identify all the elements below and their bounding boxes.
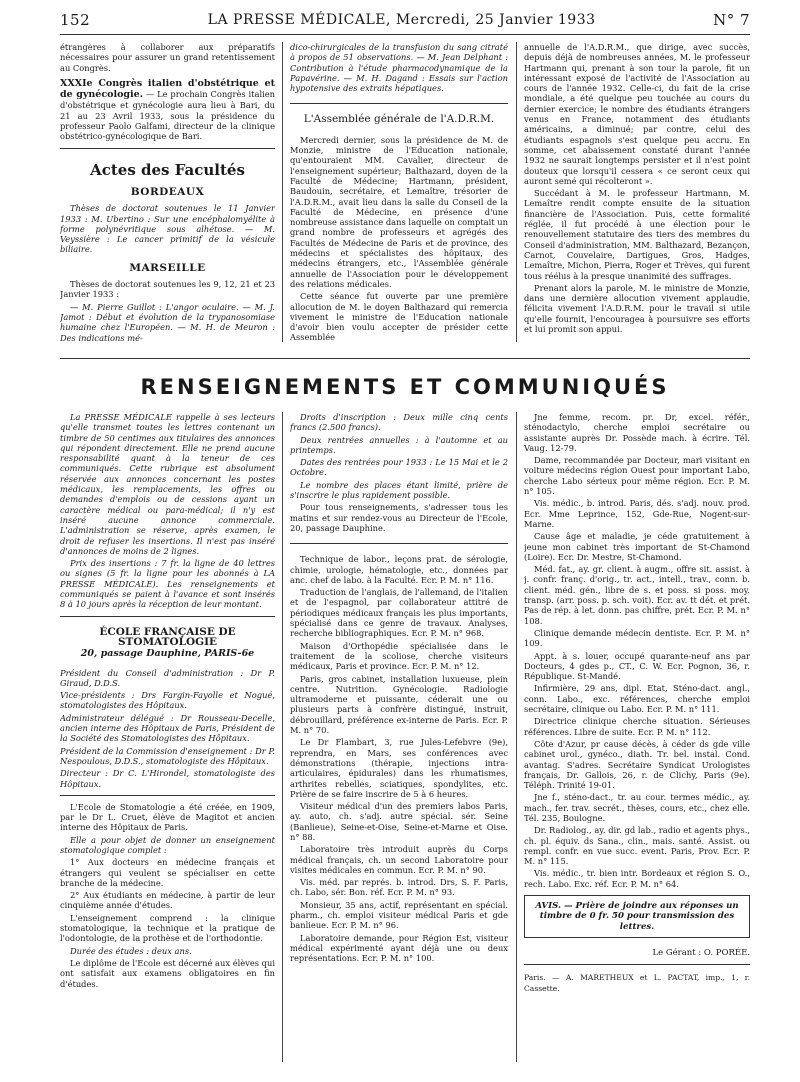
congres-text: — Le prochain Congrès italien d'obstétrique et gynécologie aura lieu à Bari, du 21 au 23 Avril 1933, sous la présidence du professeur Paolo Galfami, directeur de la clinique obstétrico-gynécologique de Bari. [60,89,275,142]
column-divider [282,412,283,1062]
rentrees-text: Deux rentrées annuelles : à l'automne et au printemps. [290,434,508,455]
divider [60,795,275,796]
top-left-column [60,42,275,352]
ad-9: Monsieur, 35 ans, actif, représentant en spécial. pharm., ch. emploi visiteur médical Paris et gde banlieue. Ecr. P. M. n° 96. [290,899,508,931]
ad-14: Cause âge et maladie, je céde gratuitement à jeune mon cabinet très important de St-Chamond (Loire). Ecr. Dr. Mestre, St-Chamond. [524,531,750,562]
ecole-body-4: 2° Aux étudiants en médecine, à partir de leur cinquième année d'études. [60,890,275,911]
divider [60,616,275,617]
droits-text: Droits d'inscription : Deux mille cinq cents francs (2.500 francs). [290,412,508,433]
page-header [60,6,750,35]
rens-intro: La PRESSE MÉDICALE rappelle à ses lecteurs qu'elle transmet toutes les lettres contenant un timbre de 50 centimes aux titulaires des annonces qui répondent directement. Elle ne prend aucune responsabilité quant à la teneur de ces communiqués. Cette rubrique est absolument réservée aux annonces concernant les postes médicaux, les remplacements, les offres ou demandes d'emplois ou de cessions ayant un caractère médical ou para-médical; il n'y est inséré aucune annonce commerciale. L'administration se réserve, après examen, le droit de refuser les insertions. Il n'est pas inséré d'annonces de moins de 2 lignes. [60,412,275,556]
ecole-staff-3: Administrateur délégué : Dr Rousseau-Decelle, ancien interne des Hôpitaux de Paris, Président de la Société des Stomatologistes des Hôpitaux. [60,712,275,744]
issue-number: N° 7 [713,11,750,29]
ad-2: Traduction de l'anglais, de l'allemand, de l'italien et de l'espagnol, par collaborateur attitré de périodiques médicaux français les plus importants, spécialisé dans ce genre de travaux. Analyses, recherche bibliographiques. Ecr. P. M. n° 968. [290,587,508,639]
section-divider [60,358,750,359]
right-paragraph-3: Prenant alors la parole, M. le ministre de Monzie, dans une dernière allocution vivement applaudie, félicita vivement l'A.D.R.M. pour le travail si utile qu'elle fournit, l'encouragea à poursuivre ses efforts et lui promit son appui. [524,282,750,335]
ad-1: Technique de labor., leçons prat. de sérologie, chimie, urologie, hématologie, etc., données par anc. chef de labo. à la Faculté. Ecr. P. M. n° 116. [290,554,508,585]
divider [524,964,750,965]
places-text: Le nombre des places étant limité, prière de s'inscrire le plus rapidement possible. [290,479,508,501]
ecole-body-6: Durée des études : deux ans. [70,945,192,956]
right-paragraph-1: annuelle de l'A.D.R.M., que dirige, avec succès, depuis déjà de nombreuses années, M. le professeur Hartmann qui, prenant à son tour la parole, fit un intéressant exposé de l'activité de l'Association au cours de l'année 1932. Celle-ci, du fait de la crise mondiale, a été quelque peu touchée au cours du dernier exercice; le nombre des étudiants étrangers venus en France, notamment des étudiants américains, a diminué; par contre, celui des étudiants espagnols s'est quelque peu accru. En somme, cet abaissement constaté durant l'année 1932 ne saurait longtemps persister et il n'est point douteux que lorsqu'il cessera « ce seront ceux qui auront semé qui récolteront ». [524,42,750,186]
ad-10: Laboratoire demande, pour Région Est, visiteur médical expérimenté ayant déjà une ou deux représentations. Ecr. P. M. n° 100. [290,932,508,964]
ecole-staff-5: Directeur : Dr C. L'Hirondel, stomatologiste des Hôpitaux. [60,768,275,789]
marseille-heading: MARSEILLE [129,261,206,274]
rens-column-1 [60,412,275,1072]
ad-8: Vis. méd. par représ. b. introd. Drs, S. F. Paris, ch. Labo, sér. Bon. réf. Ecr. P. M. n° 93. [290,877,508,898]
ad-22: Dr. Radiolog., ay. dir. gd lab., radio et agents phys., ch. pl. équiv. ds Sana., clin., mais. santé. Assist. ou rempl. confr. en vue succ. event. Paris, Prov. Ecr. P. M. n° 115. [524,825,750,867]
ad-20: Côte d'Azur, pr cause décès, à céder ds gde ville cabinet urol., gynéco., diath. Tr. bel. instal. Cond. avantag. S'adres. Secrétaire Syndicat Urologistes français, Dr. Gallois, 26, r. de Clichy, Paris (9e). Téléph. Trinité 19-01. [524,738,750,791]
ecole-staff-4: Président de la Commission d'enseignement : Dr P. Nespoulous, D.D.S., stomatologiste des Hôpitaux. [60,745,275,766]
ad-11: Jne femme, recom. pr. Dr, excel. référ., sténodactylo, cherche emploi secrétaire ou assistante auprès Dr. Possède mach. à écrire. Tél. Vaug. 12-79. [524,412,750,453]
ad-4: Paris, gros cabinet, installation luxueuse, plein centre. Nutrition. Gynécologie. Radiologie ultramoderne et puissante, céderait une ou plusieurs parts à confrère distingué, instruit, débrouillard, préférence ex-interne de Paris. Ecr. P. M. n° 70. [290,673,508,736]
ecole-title: ÉCOLE FRANÇAISE DE STOMATOLOGIE [99,625,236,648]
congres-title: XXXIe Congrès italien d'obstétrique et de gynécologie. [60,77,275,101]
page-title: LA PRESSE MÉDICALE, Mercredi, 25 Janvier 1933 [207,12,596,28]
renseign-text: Pour tous renseignements, s'adresser tous les matins et sur rendez-vous au Directeur de l'Ecole, 20, passage Dauphine. [290,502,508,533]
ecole-body-1: L'Ecole de Stomatologie a été créée, en 1909, par le Dr L. Cruet, élève de Magitot et ancien interne des Hôpitaux de Paris. [60,801,275,833]
column-divider [516,412,517,1062]
ad-5: Le Dr Flambart, 3, rue Jules-Lefebvre (9e), reprendra, en Mars, ses conférences avec démonstrations (thérapie, injections intra-articulaires, épidurales) dans les rhumatismes, arthrites rebelles, sciatiques, spondylites, etc. Prière de se faire inscrire de 5 à 6 heures. [290,737,508,799]
ad-6: Visiteur médical d'un des premiers labos Paris, ay. auto, ch. s'adj. autre spécial. sér. Seine (Banlieue), Seine-et-Oise, Seine-et-Marne et Oise. n° 88. [290,801,508,842]
marseille-list: — M. Pierre Guillot : L'angor oculaire. — M. J. Jamot : Début et évolution de la trypanosomiase humaine chez l'Européen. — M. H. de Meuron : Des indications mé- [60,301,275,343]
ad-18: Infirmière, 29 ans, dipl. Etat, Sténo-dact. angl., conn. Labo., exc. références, cherche emploi secrétaire, clinique ou Labo. Ecr. P. M. n° 111. [524,683,750,715]
ad-19: Directrice clinique cherche situation. Sérieuses références. Libre de suite. Ecr. P. M. n° 112. [524,716,750,737]
ad-15: Méd. fat., ay. gr. client. à augm., offre sit. assist. à j. confr. franç. d'orig., tr. act., intell., trav., conn. b. client. méd. gén., libre de s. et poss. si poss. moy. transp. (arr. poss. p. sch. voit). Ecr. av. tt dét. et prét. Pas de rép. à let. donn. pas chiffre, prét. Ecr. P. M. n° 108. [524,564,750,626]
ecole-staff-2: Vice-présidents : Drs Fargin-Fayolle et Nogué, stomatologistes des Hôpitaux. [60,690,275,711]
rens-column-3 [524,412,750,1072]
assemblee-text: Mercredi dernier, sous la présidence de M. de Monzie, ministre de l'Education nationale, qu'entouraient MM. Cavalier, directeur de l'enseignement supérieur; Balthazard, doyen de la Faculté de Médecine; Hartmann, président, Baudouin, secrétaire, et Lemaître, trésorier de l'A.D.R.M., avait lieu dans la salle du Conseil de la Faculté de Médecine, en présence d'une nombreuse assistance dans laquelle on comptait un grand nombre de professeurs et agrégés des Facultés de Médecine de Paris et de province, des médecins et spécialistes des hôpitaux, des médecins étrangers, etc., l'Assemblée générale annuelle de l'Association pour le développement des relations médicales. [290,134,508,289]
actes-heading: Actes des Facultés [90,160,245,179]
rens-prix: Prix des insertions : 7 fr. la ligne de 40 lettres ou signes (5 fr. la ligne pour les abonnés à LA PRESSE MÉDICALE). Les renseignements et communiqués se paient à l'avance et sont insérés 8 à 10 jours après la réception de leur montant. [60,558,275,610]
ecole-staff-1: Président du Conseil d'administration : Dr P. Giraud, D.D.S. [60,667,275,688]
continued-text: dico-chirurgicales de la transfusion du sang citraté à propos de 51 observations. — M. Jean Delphant : Contribution à l'étude pharmacodynamique de la Papavérine. — M. H. Dagand : Essais sur l'action hypotensive des extraits hépatiques. [290,42,508,94]
divider [60,148,275,149]
ad-12: Dame, recommandée par Docteur, mari visitant en voiture médecins région Ouest pour important Labo, cherche Labo sérieux pour même région. Ecr. P. M. n° 105. [524,455,750,497]
top-right-column [524,42,750,352]
avis-box: AVIS. — Prière de joindre aux réponses un timbre de 0 fr. 50 pour transmission des lettres. [524,895,750,938]
ad-3: Maison d'Orthopédie spécialisée dans le traitement de la scoliose, cherche visiteurs médicaux, Paris et province. Ecr. P. M. n° 12. [290,640,508,672]
rens-column-2 [290,412,508,1072]
assemblee-heading: L'Assemblée générale de l'A.D.R.M. [303,113,495,126]
marseille-text: Thèses de doctorat soutenues les 9, 12, 21 et 23 Janvier 1933 : [60,279,275,300]
ecole-body-5: L'enseignement comprend : la clinique stomatologique, la technique et la pratique de l'odontologie, de la prothèse et de l'orthodontie. [60,912,275,944]
ad-13: Vis. médic., b. introd. Paris, dés. s'adj. nouv. prod. Ecr. Mme Leprince, 152, Gde-Rue, Nogent-sur-Marne. [524,498,750,529]
ecole-body-3: 1° Aux docteurs en médecine français et étrangers qui veulent se spécialiser en cette branche de la médecine. [60,857,275,888]
printer-line: Paris. — A. MARETHEUX et L. PACTAT, imp., 1, r. Cassette. [524,973,750,993]
ad-21: Jne f., sténo-dact., tr. au cour. termes médic., ay. mach., fer. trav. secrét., thèses, cours, etc., chez elle. Tél. 235, Boulogne. [524,792,750,823]
right-paragraph-2: Succédant à M. le professeur Hartmann, M. Lemaître rendit compte ensuite de la situation financière de l'Association. Puis, cette formalité réglée, il fut procédé à une élection pour le renouvellement statutaire des tiers des membres du Conseil d'administration, MM. Balthazard, Bezançon, Carnot, Couvelaire, Dartigues, Gros, Hadges, Lemaître, Michon, Pierra, Roger et Trèves, qui furent tous réélus à la presque unanimité des suffrages. [524,188,750,281]
ad-7: Laboratoire très introduit auprès du Corps médical français, ch. un second Laboratoire pour visites médicales en commun. Ecr. P. M. n° 90. [290,844,508,875]
gerant-line: Le Gérant : O. PORÉE. [652,947,750,958]
divider [290,103,508,104]
top-middle-column [290,42,508,352]
bordeaux-text: Thèses de doctorat soutenues le 11 Janvier 1933 : M. Ubertino : Sur une encéphalomyélite à forme polynévritique sous alhétose. — M. Veyssière : Le cancer primitif de la vésicule biliaire. [60,203,275,255]
intro-text: étrangères à collaborer aux préparatifs nécessaires pour assurer un grand retentissement au Congrès. [60,42,275,73]
bordeaux-heading: BORDEAUX [130,185,205,198]
dates-text: Dates des rentrées pour 1933 : Le 15 Mai et le 2 Octobre. [290,457,508,478]
divider [290,543,508,544]
ad-23: Vis. médic., tr. bien intr. Bordeaux et région S. O., rech. Labo. Exc. réf. Ecr. P. M. n° 64. [524,868,750,889]
section-title: RENSEIGNEMENTS ET COMMUNIQUÉS [140,375,670,399]
ecole-body-7: Le diplôme de l'Ecole est décerné aux élèves qui ont satisfait aux examens obligatoires en fin d'études. [60,957,275,989]
column-divider [282,42,283,342]
column-divider [516,42,517,342]
ecole-address: 20, passage Dauphine, PARIS-6e [80,648,255,660]
ad-17: Appt. à s. louer, occupé quarante-neuf ans par Docteurs, 4 gdes p., CT., C. W. Ecr. Pognon, 36, r. République. St-Mandé. [524,650,750,682]
ad-16: Clinique demande médecin dentiste. Ecr. P. M. n° 109. [524,627,750,649]
ecole-body-2: Elle a pour objet de donner un enseignement stomatologique complet : [60,834,275,855]
assemblee-text-2: Cette séance fut ouverte par une première allocution de M. le doyen Balthazard qui remercia vivement le ministre de l'Education nationale d'avoir bien voulu accepter de présider cette Assemblée [290,291,508,343]
page-number: 152 [60,11,91,29]
